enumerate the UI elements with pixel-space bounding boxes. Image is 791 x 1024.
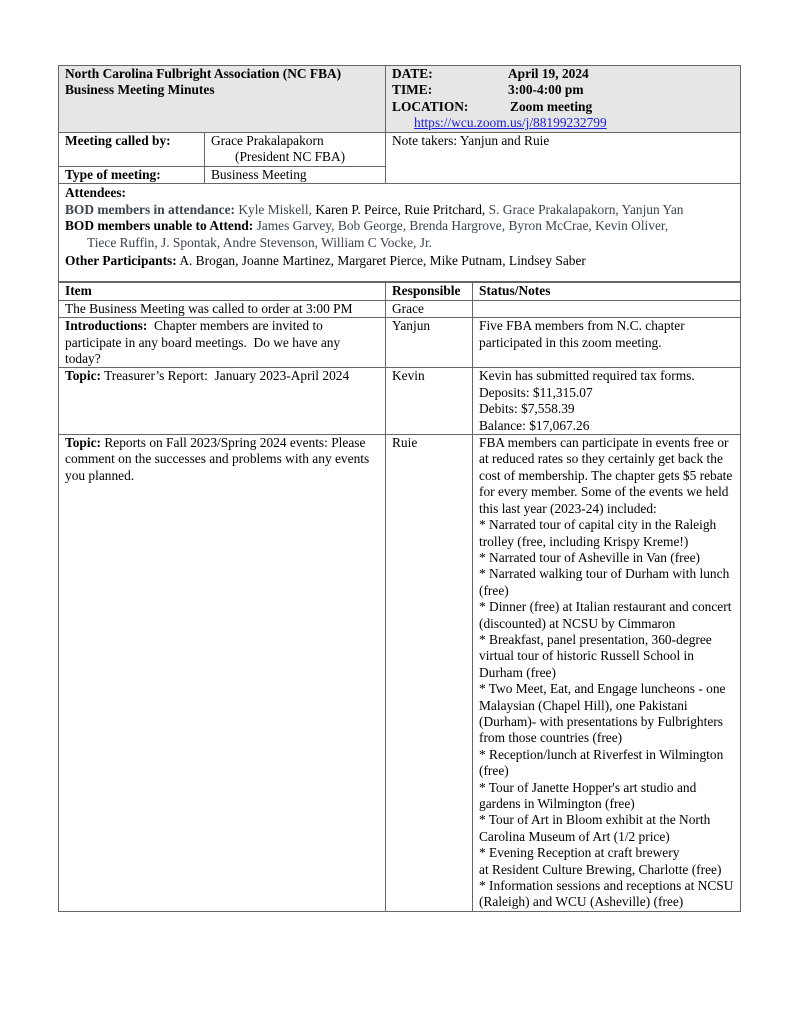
location-value: Zoom meeting (510, 98, 593, 114)
agenda-notes (473, 368, 741, 435)
agenda-responsible: Grace (386, 300, 473, 317)
called-by-name: Grace Prakalapakorn (211, 133, 324, 148)
attendee-name: Kyle Miskell, (238, 201, 316, 217)
time-label: TIME: (392, 82, 433, 98)
agenda-item-text: Treasurer’s Report: January 2023-April 2024 (100, 368, 350, 384)
column-header-item: Item (65, 283, 92, 299)
date-label: DATE: (392, 66, 433, 81)
bod-absent-names-2: Tiece Ruffin, J. Spontak, Andre Stevenson, William C Vocke, Jr. (87, 234, 433, 250)
title-cell (59, 66, 386, 133)
type-value-cell (205, 167, 386, 184)
agenda-item-text: The Business Meeting was called to order at 3:00 PM (65, 300, 353, 316)
date-time-location-cell (386, 66, 741, 133)
agenda-item (59, 300, 386, 317)
note-line: at Resident Culture Brewing, Charlotte (free) (479, 861, 722, 877)
type-value: Business Meeting (211, 167, 307, 182)
agenda-item (59, 318, 386, 368)
column-header-responsible: Responsible (392, 283, 461, 299)
called-by-role: (President NC FBA) (235, 149, 346, 165)
agenda-row (59, 435, 741, 912)
attendee-name: Yanjun Yan (621, 201, 684, 217)
agenda-item-text: Reports on Fall 2023/Spring 2024 events: Please comment on the successes and problems with any events you planned. (65, 435, 373, 483)
note-line: Five FBA members from N.C. chapter participated in this zoom meeting. (479, 318, 685, 350)
agenda-responsible: Yanjun (386, 318, 473, 368)
agenda-responsible: Ruie (386, 435, 473, 912)
others-label: Other Participants: (65, 253, 177, 269)
column-header-notes: Status/Notes (479, 283, 551, 299)
note-line: * Narrated walking tour of Durham with lunch (free) (479, 566, 730, 598)
note-line: * Two Meet, Eat, and Engage luncheons - one Malaysian (Chapel Hill), one Pakistani (Durham)- with presentations by Fulbrighters from those countries (free) (479, 681, 726, 746)
bod-absent-line (65, 218, 734, 234)
agenda-row (59, 368, 741, 435)
called-by-label-cell (59, 133, 205, 167)
agenda-item-text: Chapter members are invited to participate in any board meetings. Do we have any today? (65, 318, 344, 367)
meeting-info-table (58, 65, 741, 282)
attendees-heading: Attendees: (65, 185, 126, 201)
attendees-cell (59, 184, 741, 282)
note-line: * Information sessions and receptions at NCSU (Raleigh) and WCU (Asheville) (free) (479, 878, 734, 910)
agenda-item-prefix: Topic: (65, 368, 101, 384)
note-line: * Tour of Janette Hopper's art studio and gardens in Wilmington (free) (479, 779, 697, 811)
attendee-name: Karen P. Peirce, (315, 201, 405, 217)
called-by-label: Meeting called by: (65, 133, 171, 148)
agenda-item (59, 435, 386, 912)
agenda-responsible: Kevin (386, 368, 473, 435)
note-line: Deposits: $11,315.07 (479, 384, 593, 400)
minutes-document (58, 65, 741, 912)
note-takers-cell (386, 133, 741, 184)
time-value: 3:00-4:00 pm (508, 82, 584, 98)
agenda-notes (473, 435, 741, 912)
org-title: North Carolina Fulbright Association (NC FBA) (65, 66, 342, 81)
agenda-header-row (59, 283, 741, 300)
agenda-item-prefix: Topic: (65, 435, 101, 451)
bod-present-label: BOD members in attendance: (65, 201, 235, 217)
called-by-value-cell (205, 133, 386, 167)
agenda-notes (473, 300, 741, 317)
agenda-row (59, 318, 741, 368)
agenda-row (59, 300, 741, 317)
doc-title: Business Meeting Minutes (65, 82, 215, 98)
note-line: FBA members can participate in events free or at reduced rates so they certainly get back the cost of membership. The chapter gets $5 rebate for every member. Some of the events we held this last year (2023-24) included: (479, 435, 733, 516)
note-line: * Narrated tour of Asheville in Van (free) (479, 549, 700, 565)
agenda-item (59, 368, 386, 435)
note-line: Debits: $7,558.39 (479, 401, 575, 417)
note-takers: Note takers: Yanjun and Ruie (392, 133, 550, 148)
note-line: * Evening Reception at craft brewery (479, 845, 680, 861)
note-line: * Breakfast, panel presentation, 360-degree virtual tour of historic Russell School in Durham (free) (479, 631, 712, 680)
bod-absent-label: BOD members unable to Attend: (65, 218, 254, 234)
note-line: Balance: $17,067.26 (479, 417, 590, 433)
bod-present-list (238, 202, 683, 217)
others-line (65, 253, 734, 269)
zoom-meeting-link[interactable]: https://wcu.zoom.us/j/88199232799 (414, 115, 607, 131)
agenda-notes (473, 318, 741, 368)
attendee-name: S. Grace Prakalapakorn, (488, 201, 622, 217)
type-label: Type of meeting: (65, 167, 161, 182)
note-line: * Narrated tour of capital city in the Raleigh trolley (free, including Krispy Kreme!) (479, 517, 717, 549)
note-line: * Reception/lunch at Riverfest in Wilmington (free) (479, 746, 724, 779)
attendee-name: Ruie Pritchard, (404, 201, 489, 217)
location-label: LOCATION: (392, 98, 469, 114)
note-line: * Dinner (free) at Italian restaurant and concert (discounted) at NCSU by Cimmaron (479, 599, 732, 631)
date-value: April 19, 2024 (508, 66, 589, 81)
type-label-cell (59, 167, 205, 184)
agenda-item-prefix: Introductions: (65, 318, 148, 334)
note-line: Kevin has submitted required tax forms. (479, 368, 695, 384)
bod-present-line (65, 202, 734, 218)
agenda-table (58, 282, 741, 911)
note-line: * Tour of Art in Bloom exhibit at the North Carolina Museum of Art (1/2 price) (479, 812, 711, 844)
others-names: A. Brogan, Joanne Martinez, Margaret Pierce, Mike Putnam, Lindsey Saber (179, 253, 586, 269)
bod-absent-names-1: James Garvey, Bob George, Brenda Hargrove, Byron McCrae, Kevin Oliver, (256, 218, 669, 234)
